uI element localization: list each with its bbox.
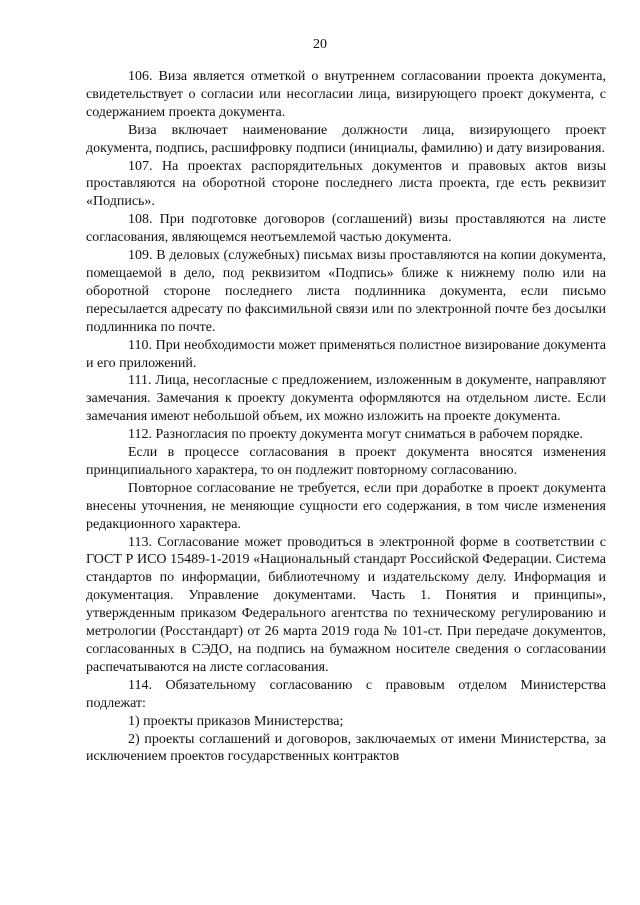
paragraph-112-repeat: Повторное согласование не требуется, если при доработке в проект документа внесены уточнения, не меняющие сущности его содержания, в том числе изменения редакционного характера. xyxy=(86,480,606,532)
paragraph-112: 112. Разногласия по проекту документа могут сниматься в рабочем порядке. xyxy=(128,427,584,443)
paragraph-106-visa-contents: Виза включает наименование должности лица, визирующего проект документа, подпись, расшифровку подписи (инициалы, фамилию) и дату визирования. xyxy=(86,122,606,156)
paragraph-107: 107. На проектах распорядительных документов и правовых актов визы проставляются на оборотной стороне последнего листа проекта, где есть реквизит «Подпись». xyxy=(86,158,606,210)
list-item-1: 1) проекты приказов Министерства; xyxy=(128,713,344,729)
paragraph-110: 110. При необходимости может применяться полистное визирование документа и его приложений. xyxy=(86,337,606,371)
paragraph-108: 108. При подготовке договоров (соглашений) визы проставляются на листе согласования, являющемся неотъемлемой частью документа. xyxy=(86,212,606,246)
paragraph-109: 109. В деловых (служебных) письмах визы проставляются на копии документа, помещаемой в дело, под реквизитом «Подпись» ближе к нижнему полю или на оборотной стороне последнего листа подлинника документа, если письмо пересылается адресату по факсимильной связи или по электронной почте без досылки подлинника по почте. xyxy=(86,248,606,335)
list-item-2: 2) проекты соглашений и договоров, заключаемых от имени Министерства, за исключением проектов государственных контрактов xyxy=(86,731,606,765)
paragraph-111: 111. Лица, несогласные с предложением, изложенным в документе, направляют замечания. Замечания к проекту документа оформляются на отдельном листе. Если замечания имеют небольшой объем, их можно изложить на проекте документа. xyxy=(86,373,606,425)
paragraph-113: 113. Согласование может проводиться в электронной форме в соответствии с ГОСТ Р ИСО 15489-1-2019 «Национальный стандарт Российской Федерации. Система стандартов по информации, библиотечному и издательскому делу. Информация и документация. Управление документами. Часть 1. Понятия и принципы», утвержденным приказом Федерального агентства по техническому регулированию и метрологии (Росстандарт) от 26 марта 2019 года № 101-ст. При передаче документов, согласованных в СЭДО, на подпись на бумажном носителе сведения о согласовании распечатываются на листе согласования. xyxy=(86,534,606,675)
paragraph-114: 114. Обязательному согласованию с правовым отделом Министерства подлежат: xyxy=(86,677,606,711)
document-body xyxy=(86,68,606,766)
paragraph-106: 106. Виза является отметкой о внутреннем согласовании проекта документа, свидетельствует о согласии или несогласии лица, визирующего проект документа, с содержанием проекта документа. xyxy=(86,69,606,120)
paragraph-112-changes: Если в процессе согласования в проект документа вносятся изменения принципиального характера, то он подлежит повторному согласованию. xyxy=(86,445,606,478)
page-number: 20 xyxy=(313,37,327,52)
